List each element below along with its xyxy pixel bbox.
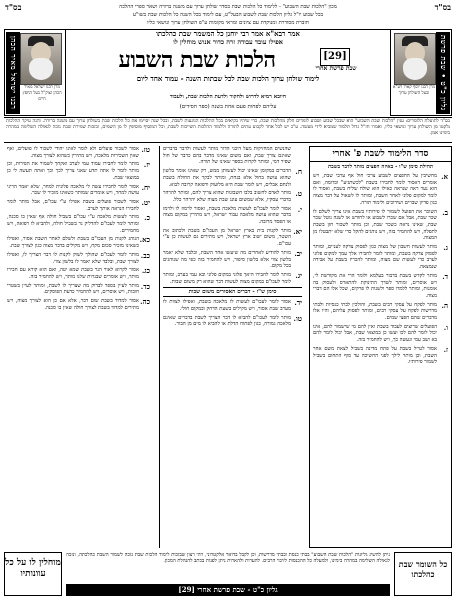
paragraph-text: הפועלים שרוצים לעבוד בשבת ואין להם מי שישמור להם, אינו יכול לומר להם לכו ועשו כן במוצאי שבת, אבל יכול לומר להם בא ושב עמי ונעשה כך, ויש להחמיר בזה. (313, 323, 437, 344)
quote-line-2: אפילו עובד עבודה זרה כדור אנוש מוחלין לו (173, 38, 283, 46)
paragraph-text: אסור לשכור פועלים בשבת אפילו ע"י עכו"ם, אבל מותר לומר לחבירו הנראה אותך לערב. (7, 198, 139, 212)
halacha-paragraph (7, 214, 150, 234)
halacha-paragraph (163, 272, 302, 285)
halacha-paragraph (7, 267, 150, 280)
quote-line-1: אמר רבא"א אמר רבי יוחנן כל המשמר שבת כהלכתו (156, 29, 300, 38)
paragraph-number: יד. (294, 298, 302, 308)
paragraph-number: י. (297, 204, 302, 214)
halacha-paragraph (313, 346, 448, 366)
halacha-paragraph (163, 228, 302, 248)
paragraph-number: יג. (295, 270, 302, 280)
rabbi-portrait-left (20, 33, 62, 85)
paragraph-text: אסור לקרוא לאור הנר בשבת שמא יטה, ואם הוא קורא עם חבירו מותר, ויש אומרים שבנרות שלנו מותר, ויש להחמיר בזה. (7, 267, 139, 280)
paragraph-number: כה. (140, 297, 150, 307)
paragraph-text: הדברים במקומן שאינו יכול לעשותן ממש, רק שאינו אומר בלשון שהוא עושה בחול אלא בנחת, ומותר לבקר את החולה בשבת ולנחם אבלים, ויש לומר שבת היא מלזעוק ורפואה קרובה לבוא. (163, 168, 291, 188)
footer-notice: ניתן להשיג גליונות "הלכות שבת השבוע" בבתי כנסת ובבתי מדרשות, וכן לקבל בדואר אלקטרוני, ויהי רצון שבזכות לימוד הלכות שבת נזכה לשמור השבת כהלכתה, ונזכה לגאולה השלימה במהרה בימינו, ולמעלה כל ההכנסות לזיכוי הרבים. להערות ולהארות ניתן לפנות בכתב להנהלת המכון. (66, 552, 390, 565)
paragraph-text: מותר לעשות חשבון של מצוה כגון לפסוק צדקה לעניים, ומותר לפסוק צדקה בשבת, ומותר לומר לחבירו אלך עמך למקום פלוני לערב כדי לעשות שם מצוה, ומותר להכריז בשבת על אבידה שנמצאה. (313, 244, 437, 271)
paragraph-number: ה. (441, 300, 448, 310)
right-vertical-label: גליון כ"ט • שבת פרשת (436, 32, 450, 114)
halacha-paragraph (163, 315, 302, 328)
paragraph-text: אסור למדוד בשבת שום דבר, אלא אם כן הוא לצורך מצוה, ויש מתירים למדוד בשבת לצורך חולה שאין בו סכנה. (7, 298, 139, 311)
masthead-center (70, 29, 386, 116)
halacha-paragraph (7, 199, 150, 212)
paragraph-number: כד. (140, 281, 150, 291)
halacha-paragraph (7, 283, 150, 296)
halacha-paragraph (313, 173, 448, 207)
paragraph-number: ט. (295, 189, 302, 199)
paragraph-number: יט. (141, 197, 150, 207)
masthead (4, 29, 452, 116)
col2-paragraphs (163, 146, 302, 285)
halacha-paragraph (163, 146, 302, 166)
halacha-paragraph (163, 190, 302, 203)
paragraph-text: מותר לאדם לחשוב בלבו חשבונות שהוא צריך להם, ומותר להרהר בדברי עסקיו, אלא שמשום עונג שבת מצוה שלא יהרהר כלל. (163, 190, 291, 203)
halacha-paragraph (7, 236, 150, 249)
info-line-2: עליהם לפחות פעם אחת בשנה (ספר חסידים) (179, 104, 277, 110)
halacha-paragraph (7, 161, 150, 181)
col1-paragraphs (313, 173, 448, 366)
paragraph-number: טז. (141, 146, 150, 154)
study-schedule-column (309, 146, 452, 548)
halacha-paragraph (163, 206, 302, 226)
parasha-label: שבת פרשת אחרי (315, 65, 357, 72)
top-banner-line-2: בכל שבוע יו"ל גליון הלכות שבת לשבוע הבעל"ט, עם לימוד בכל השנה כל הלכות שבת בשו"ע (132, 12, 324, 18)
paragraph-text: אסור לשכור פועלים ולא לומר לאינו יהודי לשכור לו פועלים, ואף שאין השכירות מלאכה, ויש מתירין כשהוא לצורך מצוה. (7, 146, 139, 159)
halacha-paragraph (313, 302, 448, 322)
top-banner-line-1: מכון "הלכות שבת השבוע" - ללימוד כל הלכות שבת בסדר שולחן ערוך עם משנה ברורה ושאר ספרי ההלכה (119, 4, 337, 10)
paragraph-text: מותר לעיין בספר לבדוק מה שצריך לו לשבת, ומותר לעיין בשטרי חובות, ויש אוסרים, ויש להחמיר כדעת הפוסקים. (7, 282, 139, 296)
halacha-paragraph (313, 273, 448, 300)
left-vertical-label: רבנו ישראל מאיר הכהן (6, 32, 20, 114)
right-portrait-caption: מרן רבנו יוסף קארו זיע"א ובעל השולחן ערוך (392, 85, 436, 96)
footer (4, 552, 452, 596)
paragraph-number: כב. (140, 250, 150, 260)
paragraph-number: כא. (139, 235, 150, 245)
schedule-subtitle: תחילת סימן ש"ו - באיזה חפצים מותר לדבר בשבת (327, 164, 434, 170)
paragraph-text: מותר להודיע לאחרים מה שיעשו אחר השבת, ובלבד שלא יאמר בלשון צווי אלא בלשון סיפור, ויש להחמיר בזה כפי מה שנוהגים בכל מקום. (163, 249, 291, 270)
publication-subtitle: לימוד שולחן ערוך הלכות שבת לכל שבתות השנה - עמוד אחד ליום (136, 74, 320, 83)
paragraph-text: מחשיבין על החפצים לשבוע צרכי חול אף ערבי שבת, ויש אומרים דאסור לומר לחבירו בשבת "לכשתגיע" וכדומה, ואם הוא נער ראה שנראה כאילו הוא שולח שליח בשבת, ואסור לו לומר למקום פלוני לאחר השבת, ומותר לו לשאול על דבר מצוה כגון פדיון שבויים ושידוכים ולימוד תורה. (313, 173, 437, 206)
paragraph-number: ג. (443, 243, 448, 253)
halacha-paragraph (313, 324, 448, 344)
paragraph-text: הנוהג לקנות מן העכו"ם בשבת ולשלם לאחר השבת אסור, ואפילו כשאינו מזכיר סכום מקח, ויש מקילים בדבר מצוה כגון לצורך שבת. (7, 236, 139, 250)
paragraph-number: ו. (443, 322, 448, 332)
paragraph-text: מותר לומר לעכו"ם להביא לו דבר הצריך לשבת בדברים שאינם מלאכה גמורה, כגון לפתוח הדלת או להביא לו מים מן הבור. (163, 314, 291, 328)
halacha-paragraph (313, 244, 448, 271)
paragraph-number: יא. (293, 226, 302, 236)
issue-number-badge: [29] (320, 48, 350, 66)
paragraph-number: ז. (443, 344, 448, 354)
content-columns (4, 146, 452, 548)
paragraph-text: אסור לומר לחבירו עשה לי מלאכה פלונית למחר, שלא יאמר הריני עושה למחר, ויש אומרים שמותר כשאינו מזכיר לו שכר. (7, 183, 139, 197)
paragraph-text: אסור לומר לעכו"ם לעשות לו מלאכה בשבת, ואפילו לצוות לו מערב שבת אסור, ויש מקילים בשעת הדחק ובמקום חולי. (163, 299, 291, 313)
col2-paragraphs-2 (163, 299, 302, 328)
left-portrait-panel (4, 29, 66, 116)
paragraph-number: יב. (294, 248, 302, 258)
halacha-paragraph (7, 252, 150, 265)
paragraph-text: מותר לפקח על עסקי רבים בשבת, והולכין לבתי כנסיות ולבתי מדרשות לפקח על עסקי רבים, ומותר לפסוק עליהם, והיו אלו מדברים שהם חפצי שמים. (313, 301, 437, 322)
publication-title: הלכות שבת השבוע (118, 47, 276, 73)
halacha-paragraph (163, 299, 302, 312)
paragraph-text: מותר לקדש בשבת בדבור בעלמא ולומר הרי את מקודשת לי, ויש אוסרים, ומותר לשדך התינוקת להתארס ולעסוק בה אומנות, ומותר ללמדו ספר ולשנות לו פרקים, שכל אלו הם דברי מצוה. (313, 272, 437, 299)
paragraph-text: מותר לומר לחבירו עמוד עמי לערב ואקחך לשמור את הפירות, וכן מותר לומר לו אתה תדע שאני צריך לכך וכך ואתה תעשה לי כן במוצאי שבת. (7, 161, 139, 181)
halacha-paragraph (163, 168, 302, 188)
besiyata-dishmaya-left: בס"ד (5, 2, 22, 12)
halacha-paragraph (7, 184, 150, 197)
paragraph-number: כג. (141, 266, 150, 276)
schedule-title: סדר הלימוד לשבת פ' אחרי (310, 147, 451, 162)
rabbi-portrait-right (394, 33, 436, 85)
halacha-paragraph (313, 209, 448, 243)
besiyata-dishmaya-right: בס"ד (434, 2, 451, 12)
halacha-paragraph (7, 146, 150, 159)
paragraph-text: שהנשים המחזיקות מעל דוכני הדור מותר לעשות ולדבר בדברים שאינם צורך שבת, ואם משום שאינו מדבר בהם כדבר של חול שפיר דמי, ומותר לקרות בספר שאינו של תורה. (163, 146, 291, 166)
right-portrait-panel (390, 29, 452, 116)
paragraph-text: מותר לומר לחבירו היאך פלוני במקום פלוני ובא עמי בערב, ומותר לומר לעכו"ם במקום מצוה לעשות דבר שהוא רק משום שבות. (163, 271, 291, 285)
paragraph-text: מותר לומר לעכו"ם שהולך לשוק לקנות לו דבר הצריך לו, ואפילו לצורך שבת, ובלבד שלא יאמר לו בלשון צווי. (7, 251, 139, 265)
paragraph-number: טו. (293, 313, 302, 323)
left-portrait-caption: מרן רבנו ישראל מאיר הכהן זצוק"ל בעל החפץ חיים (22, 85, 62, 102)
top-banner-line-3: חוברת מסודרת ומנוקדת עם ציונים ומראי מקומות ע"פ השולחן ערוך ונושאי כליו (147, 20, 309, 26)
left-column (4, 146, 153, 548)
paragraph-number: יח. (141, 182, 150, 192)
paragraph-number: ד. (442, 271, 448, 281)
halacha-paragraph (7, 298, 150, 311)
paragraph-text: השוכר את הפועל לשמור לו פירותיו בשבת אינו צריך לשלם לו שכר שבת, אבל אם שכרו לשבוע או לחודש או לשנה נוטל שכר שבת, שאינו נראה כשכר שבת, וכן מותר לשכור חזן בשבת לתפלה, ויש להחמיר בזה, ויש נוהגים להקל כדי שלא יתבטלו מן המצוה. (313, 208, 437, 242)
footer-issue-bar: גליון כ"ט - שבת פרשת אחרי [29] (66, 584, 390, 596)
footer-slogan-right: כל השומר שבת כהלכתו (394, 552, 452, 596)
paragraph-number: כ. (144, 213, 150, 223)
col3-paragraphs (7, 146, 150, 311)
info-line-1: חיובא רמיא לדרוש ולחקור ולדעת הלכות שבת, ולעבוד (169, 94, 287, 100)
paragraph-text: אסור לומר לעכו"ם לעשות מלאכה בשבת, ואסור לרמוז לו ולרמז בדבר שהוא עושה מלאכה עבור ישראל, ויש מתירין במקום מצוה או הפסד מרובה. (163, 205, 291, 226)
halacha-paragraph (163, 250, 302, 270)
middle-column (159, 146, 305, 548)
intro-paragraph: בס"ד לתועלת הלומדים: ענין "הלכות שבת השבוע" הוא שבכל שבוע ושבוע לומדים חלק מהלכות שבת, כדי שיהיו בקיאים בכל ההלכות הנוגעות לשבת, ובכל שנה יסיימו את כל הלכות שבת בשולחן ערוך עם משנה ברורה. והנה עיקר ההלכות נלקטו מן השולחן ערוך ונושאי כליו, ואמרו חז"ל גדול תלמוד שמביא לידי מעשה. ע"כ יש לכל אחד לקבוע עתים לתורה וללמוד ההלכות השייכות לשבת, וכל המוסיף מוסיפין לו מן השמים, ובזכות שמירת שבת נזכה לגאולה השלימה במהרה בימינו אמן. (4, 117, 452, 143)
paragraph-number: ב. (442, 207, 448, 217)
paragraph-text: אסור לטייל בשבת על פתח מדינה בשביל לצאת משם אחר השבת, וכן מותר לילך לפני החשיכה עד סוף התחום בשביל לשמור פירותיו. (313, 345, 437, 366)
paragraph-number: ח. (295, 167, 302, 177)
footer-slogan-left: מוחלין לו על כל עוונותיו (4, 552, 62, 596)
paragraph-text: מותר לקנות בית בארץ ישראל מן העכו"ם בשבת ולכתוב את השטר, משום ישוב ארץ ישראל, ויש מתירים גם לעשות כן ע"י עכו"ם. (163, 227, 291, 248)
paragraph-number: יז. (143, 160, 150, 170)
paragraph-text: מותר לעשות מלאכה ע"י עכו"ם בשביל חולה אף שאין בו סכנה, ומותר לומר לעכו"ם להדליק נר בשביל חולה, ולהביא לו רפואה, ויש מחמירים. (7, 214, 139, 234)
paragraph-number: א. (441, 172, 448, 181)
top-banner (30, 2, 426, 30)
section-heading: סימן ש"ז - דברים האסורים משום שבות (163, 287, 302, 297)
